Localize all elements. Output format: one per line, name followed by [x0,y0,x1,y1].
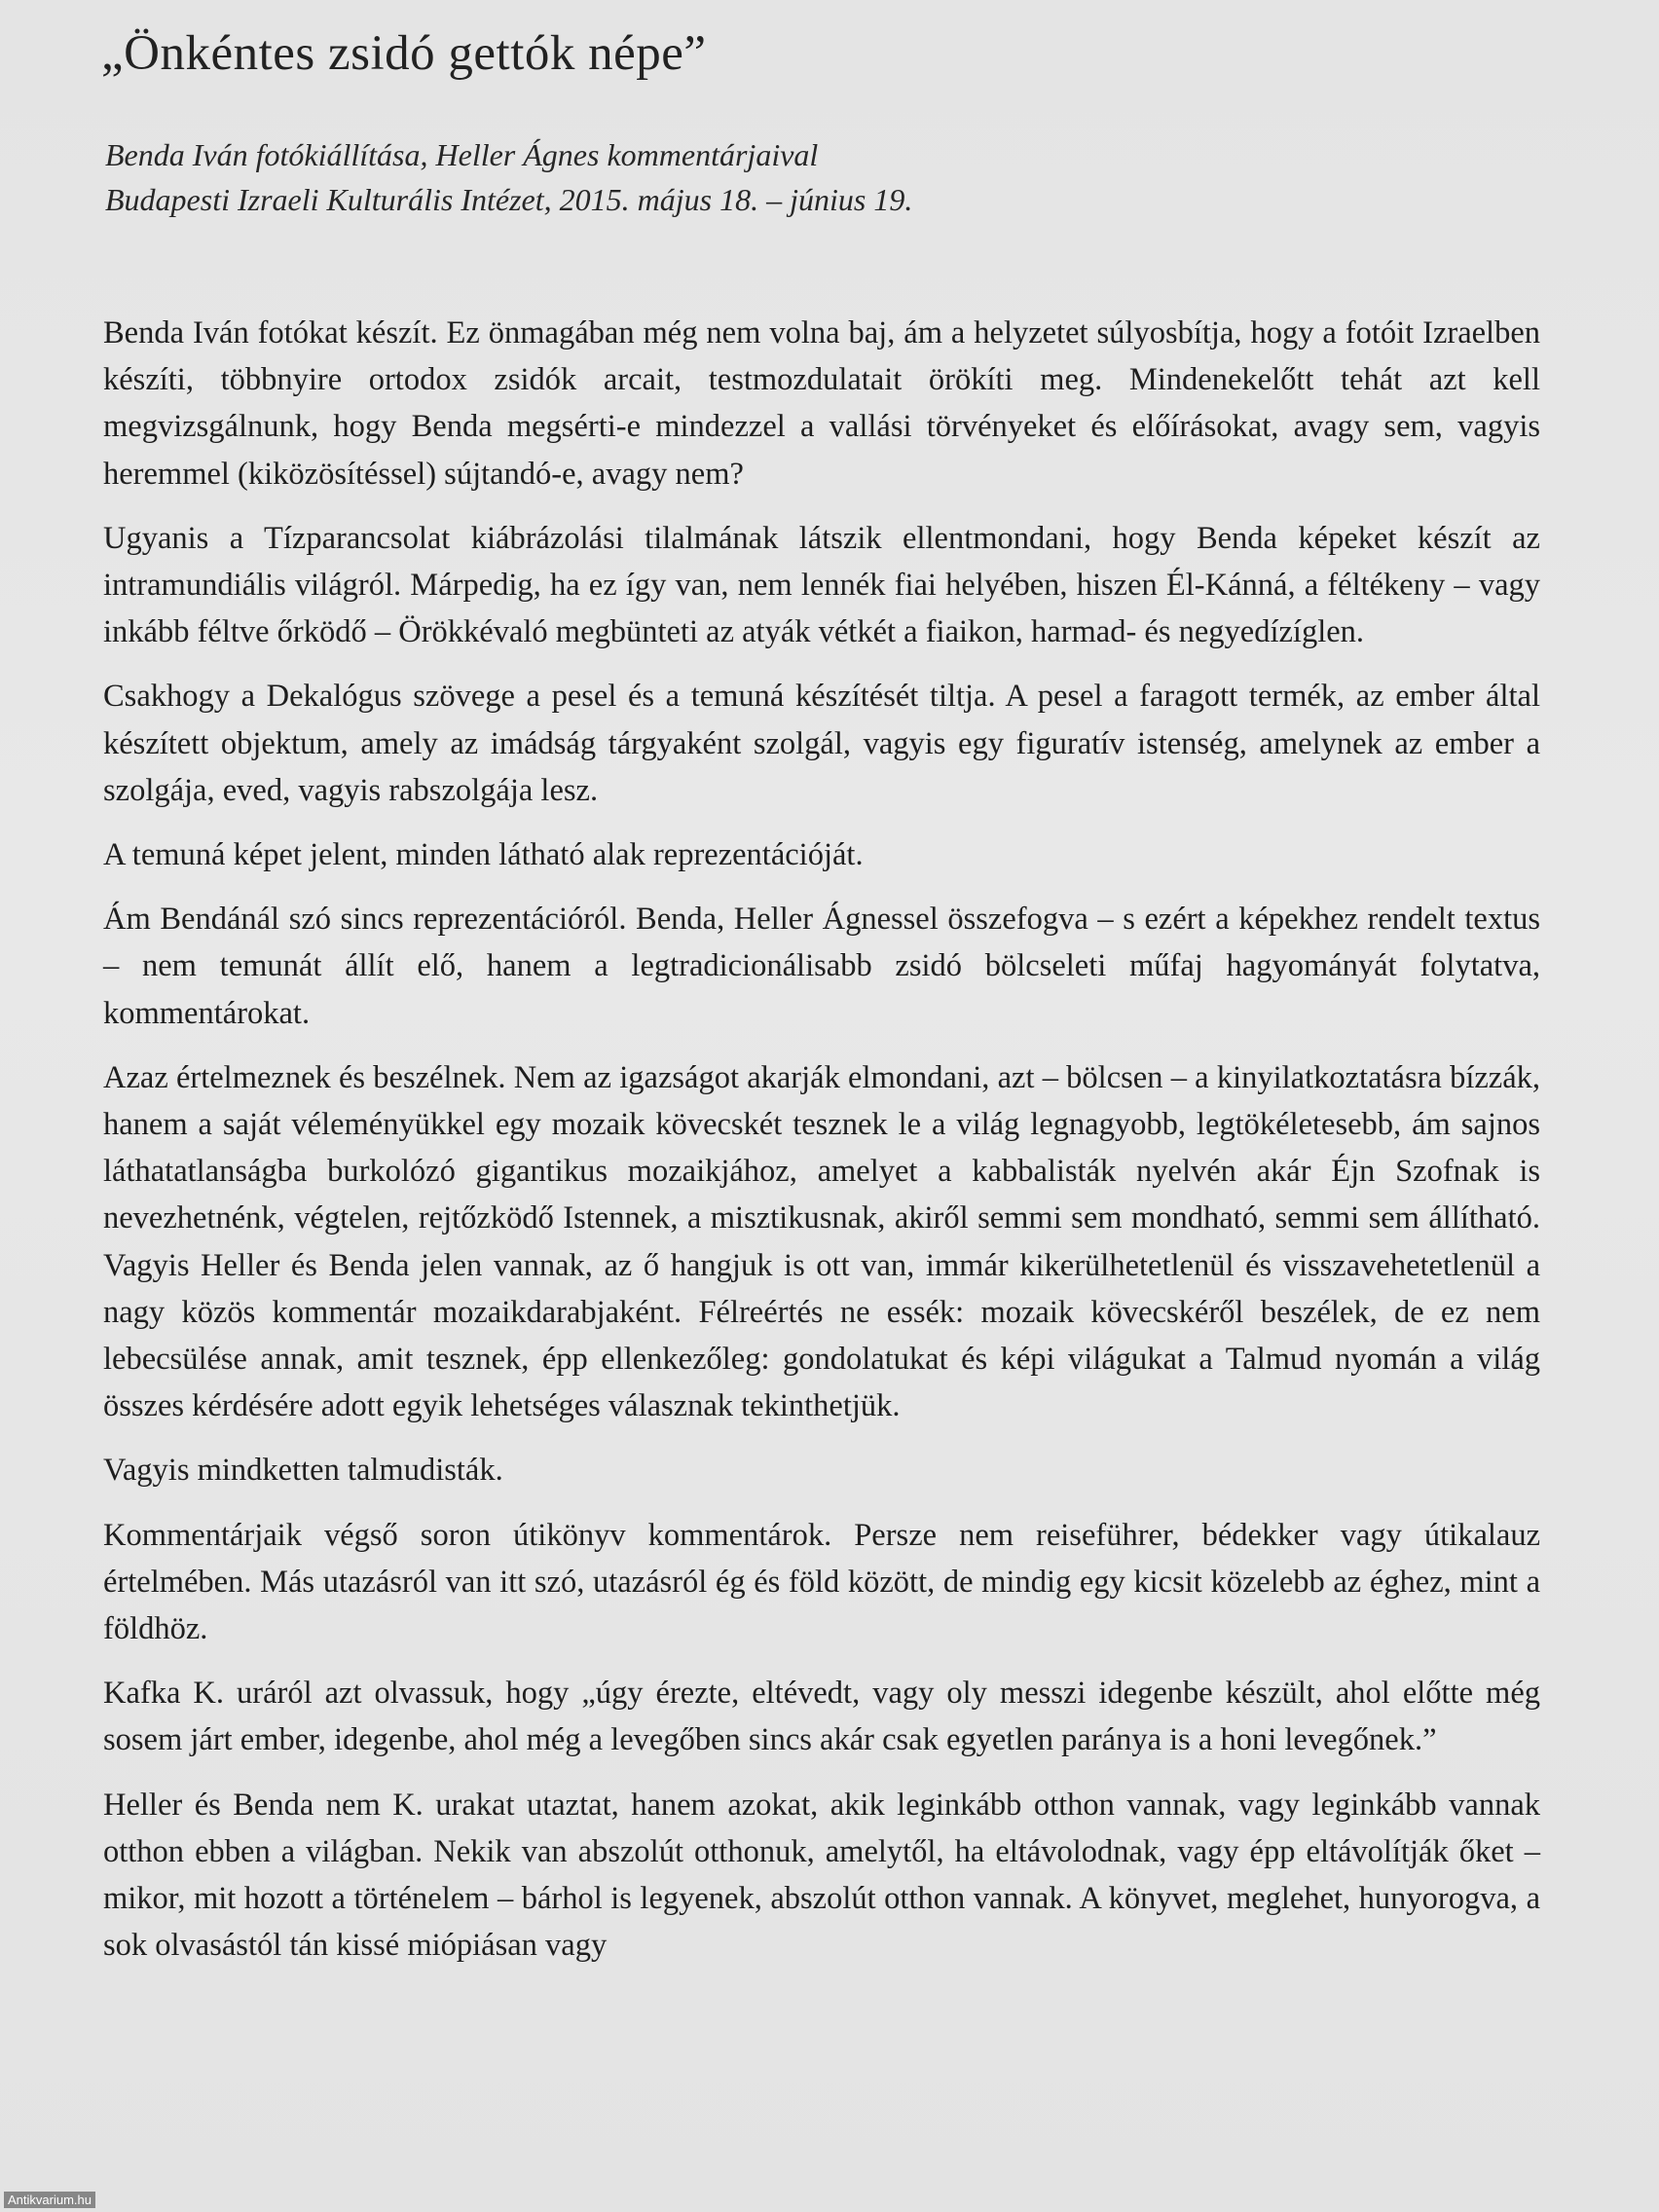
page-title: „Önkéntes zsidó gettók népe” [101,26,707,81]
subtitle-venue-dates: Budapesti Izraeli Kulturális Intézet, 2015. május 18. – június 19. [105,182,913,217]
subtitle [105,132,912,222]
paragraph: Csakhogy a Dekalógus szövege a pesel és a temuná készítését tiltja. A pesel a faragott termék, az ember által készített objektum, amely az imádság tárgyaként szolgál, vagyis egy figuratív istenség, amelynek az ember a szolgája, eved, vagyis rabszolgája lesz. [103,679,1540,808]
article-body [103,310,1540,1987]
paragraph: Vagyis mindketten talmudisták. [103,1453,503,1489]
watermark: Antikvarium.hu [4,2192,95,2208]
paragraph: Heller és Benda nem K. urakat utaztat, hanem azokat, akik leginkább otthon vannak, vagy leginkább vannak otthon ebben a világban. Nekik van abszolút otthonuk, amelytől, ha eltávolodnak, vagy épp eltávolítják őket – mikor, mit hozott a történelem – bárhol is legyenek, abszolút otthon vannak. A könyvet, meglehet, hunyorogva, a sok olvasástól tán kissé miópiásan vagy [103,1787,1540,1964]
paragraph: Kommentárjaik végső soron útikönyv kommentárok. Persze nem reiseführer, bédekker vagy útikalauz értelmében. Más utazásról van itt szó, utazásról ég és föld között, de mindig egy kicsit közelebb az éghez, mint a földhöz. [103,1517,1540,1647]
subtitle-exhibition: Benda Iván fotókiállítása, Heller Ágnes kommentárjaival [105,137,819,172]
paragraph: A temuná képet jelent, minden látható alak reprezentációját. [103,837,864,873]
paragraph: Kafka K. uráról azt olvassuk, hogy „úgy érezte, eltévedt, vagy oly messzi idegenbe készült, ahol előtte még sosem járt ember, idegenbe, ahol még a levegőben sincs akár csak egyetlen paránya is a honi levegőnek.” [103,1676,1540,1758]
paragraph: Ám Bendánál szó sincs reprezentációról. Benda, Heller Ágnessel összefogva – s ezért a képekhez rendelt textus – nem temunát állít elő, hanem a legtradicionálisabb zsidó bölcseleti műfaj hagyományát folytatva, kommentárokat. [103,902,1540,1031]
paragraph: Benda Iván fotókat készít. Ez önmagában még nem volna baj, ám a helyzetet súlyosbítja, hogy a fotóit Izraelben készíti, többnyire ortodox zsidók arcait, testmozdulatait örökíti meg. Mindenekelőtt tehát azt kell megvizsgálnunk, hogy Benda megsérti-e mindezzel a vallási törvényeket és előírásokat, avagy sem, vagyis heremmel (kiközösítéssel) sújtandó-e, avagy nem? [103,315,1540,492]
paragraph: Ugyanis a Tízparancsolat kiábrázolási tilalmának látszik ellentmondani, hogy Benda képeket készít az intramundiális világról. Márpedig, ha ez így van, nem lennék fiai helyében, hiszen Él-Kánná, a féltékeny – vagy inkább féltve őrködő – Örökkévaló megbünteti az atyák vétkét a fiaikon, harmad- és negyedízíglen. [103,520,1540,650]
paragraph: Azaz értelmeznek és beszélnek. Nem az igazságot akarják elmondani, azt – bölcsen – a kinyilatkoztatásra bízzák, hanem a saját véleményükkel egy mozaik kövecskét tesznek le a világ legnagyobb, legtökéletesebb, ám sajnos láthatatlanságba burkolózó gigantikus mozaikjához, amelyet a kabbalisták nyelvén akár Éjn Szofnak is nevezhetnénk, végtelen, rejtőzködő Istennek, a misztikusnak, akiről semmi sem mondható, semmi sem állítható. Vagyis Heller és Benda jelen vannak, az ő hangjuk is ott van, immár kikerülhetetlenül és visszavehetetlenül a nagy közös kommentár mozaikdarabjaként. Félreértés ne essék: mozaik kövecskéről beszélek, de ez nem lebecsülése annak, amit tesznek, épp ellenkezőleg: gondolatukat és képi világukat a Talmud nyomán a világ összes kérdésére adott egyik lehetséges válasznak tekinthetjük. [103,1059,1540,1424]
